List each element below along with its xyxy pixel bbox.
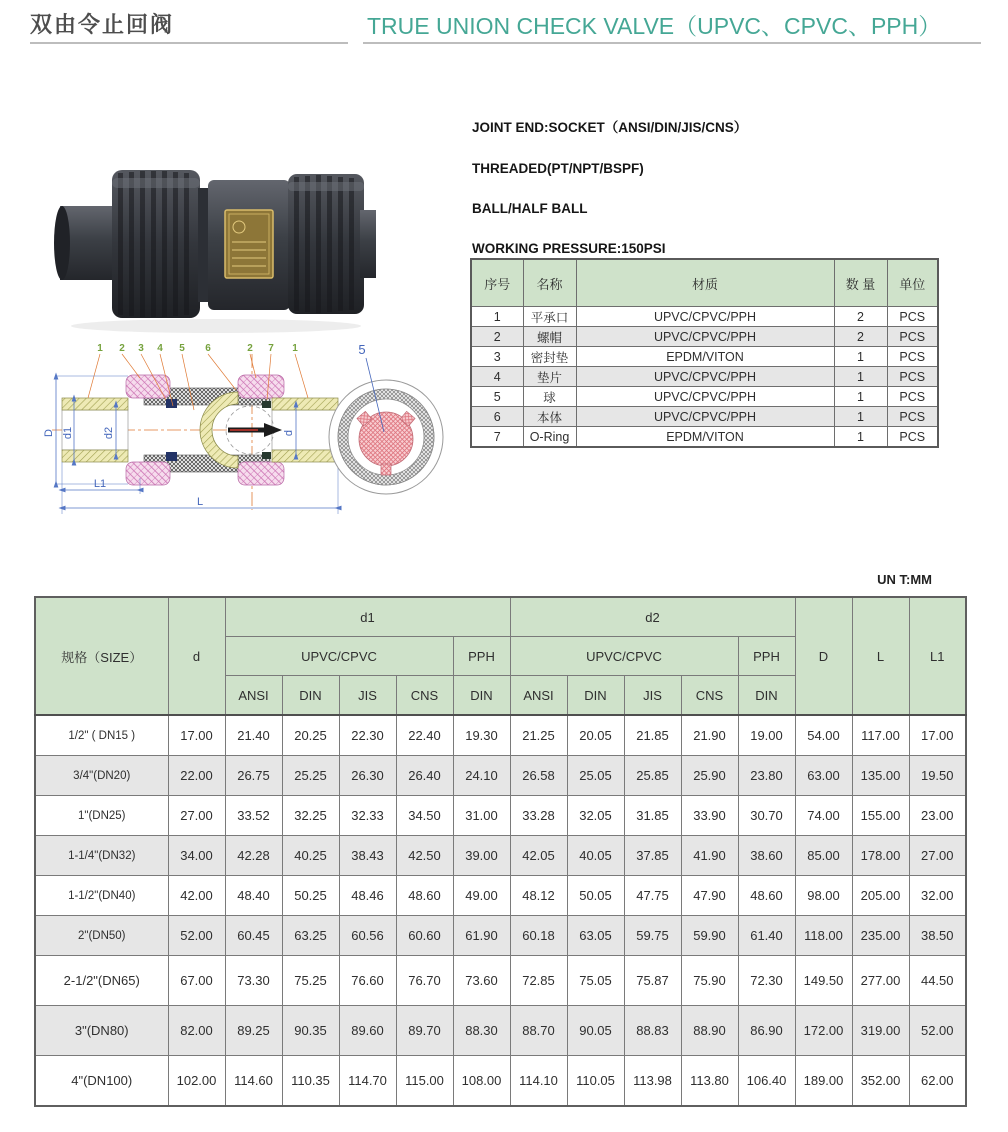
parts-table-cell: 1: [834, 407, 887, 427]
dimension-table-cell: 22.30: [339, 715, 396, 756]
dimension-table-cell: 74.00: [795, 796, 852, 836]
dimension-table-cell: 37.85: [624, 836, 681, 876]
dimension-table-cell: 76.70: [396, 956, 453, 1006]
dimension-table-row: [35, 916, 966, 956]
callout-4: 4: [157, 343, 163, 354]
dimension-table-cell: 20.05: [567, 715, 624, 756]
dimension-table-cell: 38.60: [738, 836, 795, 876]
parts-header-no: 序号: [471, 259, 523, 307]
dim-header-d: d: [168, 597, 225, 715]
dimension-table-cell: 115.00: [396, 1056, 453, 1107]
dim-header-L: L: [852, 597, 909, 715]
dimension-table-cell: 319.00: [852, 1006, 909, 1056]
dimension-table-cell: 31.85: [624, 796, 681, 836]
parts-table-cell: 密封垫: [523, 347, 576, 367]
dimension-table-cell: 89.70: [396, 1006, 453, 1056]
dimension-table-cell: 31.00: [453, 796, 510, 836]
parts-table-cell: PCS: [887, 407, 938, 427]
header-rule-right: [363, 42, 981, 44]
callout-2b: 2: [247, 343, 253, 354]
dimension-table-cell: 73.60: [453, 956, 510, 1006]
parts-table-cell: EPDM/VITON: [576, 347, 834, 367]
parts-table: [470, 258, 939, 448]
parts-table-cell: 5: [471, 387, 523, 407]
dimension-table-cell: 25.90: [681, 756, 738, 796]
parts-table-row: [471, 347, 938, 367]
dim-label-L: L: [196, 496, 204, 508]
dimension-table-cell: 59.90: [681, 916, 738, 956]
dimension-table-cell: 3"(DN80): [35, 1006, 168, 1056]
dimension-table-cell: 110.05: [567, 1056, 624, 1107]
dimension-table-cell: 172.00: [795, 1006, 852, 1056]
dimension-table-cell: 32.00: [909, 876, 966, 916]
dimension-table-cell: 26.58: [510, 756, 567, 796]
spec-line-joint-end: JOINT END:SOCKET（ANSI/DIN/JIS/CNS）: [472, 120, 748, 135]
dimension-table-cell: 88.83: [624, 1006, 681, 1056]
dimension-table-cell: 178.00: [852, 836, 909, 876]
dimension-table-cell: 63.25: [282, 916, 339, 956]
dimension-table-cell: 47.90: [681, 876, 738, 916]
dimension-table-cell: 117.00: [852, 715, 909, 756]
dim-header-size: 规格（SIZE）: [35, 597, 168, 715]
dimension-table-cell: 2"(DN50): [35, 916, 168, 956]
callout-1b: 1: [292, 343, 298, 354]
photo-shadow: [71, 319, 361, 333]
dimension-table-cell: 32.05: [567, 796, 624, 836]
dimension-table-cell: 1-1/4"(DN32): [35, 836, 168, 876]
dim-label-d2: d2: [103, 426, 115, 440]
dimension-table-cell: 59.75: [624, 916, 681, 956]
dim-header-d2-jis: JIS: [624, 676, 681, 716]
dimension-table-cell: 48.60: [738, 876, 795, 916]
callout-3: 3: [138, 343, 144, 354]
dimension-table-cell: 42.50: [396, 836, 453, 876]
parts-table-cell: 2: [834, 327, 887, 347]
dim-header-d1-cns: CNS: [396, 676, 453, 716]
dimension-table-cell: 27.00: [168, 796, 225, 836]
spec-line-pressure: WORKING PRESSURE:150PSI: [472, 241, 666, 256]
dimension-table-cell: 108.00: [453, 1056, 510, 1107]
right-nut-highlight: [288, 182, 364, 191]
dimension-table-cell: 33.90: [681, 796, 738, 836]
parts-table-cell: UPVC/CPVC/PPH: [576, 327, 834, 347]
header-rule-left: [30, 42, 348, 44]
parts-table-cell: 1: [834, 387, 887, 407]
valve-gold-label: [225, 210, 273, 278]
dimension-table-cell: 114.70: [339, 1056, 396, 1107]
parts-table-cell: 1: [834, 427, 887, 448]
dim-header-d2-pph: PPH: [738, 637, 795, 676]
dimension-table-cell: 1/2" ( DN15 ): [35, 715, 168, 756]
dim-header-d1-ansi: ANSI: [225, 676, 282, 716]
dimension-table-cell: 21.25: [510, 715, 567, 756]
dimension-table: [34, 596, 967, 1107]
parts-table-cell: UPVC/CPVC/PPH: [576, 407, 834, 427]
dimension-table-cell: 75.05: [567, 956, 624, 1006]
dimension-table-cell: 4"(DN100): [35, 1056, 168, 1107]
dimension-table-cell: 40.05: [567, 836, 624, 876]
dimension-table-cell: 90.05: [567, 1006, 624, 1056]
dim-label-L1: L1: [93, 478, 107, 490]
dimension-table-cell: 27.00: [909, 836, 966, 876]
callout-7: 7: [268, 343, 274, 354]
parts-table-cell: O-Ring: [523, 427, 576, 448]
dimension-table-cell: 21.40: [225, 715, 282, 756]
dimension-table-cell: 32.33: [339, 796, 396, 836]
dimension-table-cell: 50.25: [282, 876, 339, 916]
dimension-table-cell: 42.28: [225, 836, 282, 876]
dimension-table-cell: 113.80: [681, 1056, 738, 1107]
dimension-table-cell: 20.25: [282, 715, 339, 756]
dimension-table-cell: 72.85: [510, 956, 567, 1006]
parts-table-cell: 垫片: [523, 367, 576, 387]
callout-numbers: [97, 343, 298, 354]
dimension-table-cell: 21.90: [681, 715, 738, 756]
dim-header-d1-din: DIN: [282, 676, 339, 716]
parts-header-unit: 单位: [887, 259, 938, 307]
dimension-table-row: [35, 1056, 966, 1107]
left-nut-highlight: [112, 178, 200, 188]
dimension-table-cell: 149.50: [795, 956, 852, 1006]
dimension-table-cell: 26.30: [339, 756, 396, 796]
parts-header-name: 名称: [523, 259, 576, 307]
parts-table-cell: UPVC/CPVC/PPH: [576, 307, 834, 327]
dimension-table-cell: 189.00: [795, 1056, 852, 1107]
dimension-table-cell: 1"(DN25): [35, 796, 168, 836]
parts-table-cell: 3: [471, 347, 523, 367]
parts-table-cell: 1: [834, 367, 887, 387]
parts-table-cell: PCS: [887, 427, 938, 448]
valve-right-spigot: [360, 210, 376, 278]
valve-product-photo: [48, 130, 378, 335]
dimension-table-row: [35, 1006, 966, 1056]
dimension-table-cell: 89.60: [339, 1006, 396, 1056]
dimension-table-cell: 205.00: [852, 876, 909, 916]
dimension-table-cell: 33.28: [510, 796, 567, 836]
dimension-table-cell: 22.40: [396, 715, 453, 756]
dimension-table-cell: 49.00: [453, 876, 510, 916]
dimension-table-row: [35, 756, 966, 796]
valve-left-opening: [54, 206, 70, 280]
dimension-table-cell: 38.50: [909, 916, 966, 956]
dim-header-D: D: [795, 597, 852, 715]
dim-header-d2-ansi: ANSI: [510, 676, 567, 716]
dimension-table-cell: 23.80: [738, 756, 795, 796]
dimension-table-cell: 88.70: [510, 1006, 567, 1056]
callout-6: 6: [205, 343, 211, 354]
parts-table-cell: 平承口: [523, 307, 576, 327]
dimension-table-cell: 60.45: [225, 916, 282, 956]
dimension-table-cell: 32.25: [282, 796, 339, 836]
parts-table-cell: PCS: [887, 367, 938, 387]
dimension-table-cell: 114.10: [510, 1056, 567, 1107]
parts-table-cell: EPDM/VITON: [576, 427, 834, 448]
technical-drawing: [40, 338, 460, 538]
seal-right-top: [262, 401, 271, 408]
dim-header-d2-cns: CNS: [681, 676, 738, 716]
dimension-table-cell: 39.00: [453, 836, 510, 876]
dimension-table-cell: 42.00: [168, 876, 225, 916]
dimension-table-cell: 67.00: [168, 956, 225, 1006]
right-socket-wall-top: [272, 398, 338, 410]
dimension-table-cell: 86.90: [738, 1006, 795, 1056]
dimension-table-row: [35, 715, 966, 756]
parts-table-cell: 1: [834, 347, 887, 367]
dimension-table-cell: 88.30: [453, 1006, 510, 1056]
dimension-table-cell: 277.00: [852, 956, 909, 1006]
dimension-table-cell: 48.12: [510, 876, 567, 916]
dimension-table-cell: 30.70: [738, 796, 795, 836]
dimension-table-row: [35, 836, 966, 876]
union-nut-right-bottom: [238, 462, 284, 485]
dimension-table-cell: 60.56: [339, 916, 396, 956]
dimension-table-cell: 24.10: [453, 756, 510, 796]
dimension-table-cell: 33.52: [225, 796, 282, 836]
dimension-table-cell: 98.00: [795, 876, 852, 916]
right-socket-wall-bottom: [272, 450, 338, 462]
seal-right-bottom: [262, 452, 271, 459]
spec-list: [472, 116, 747, 281]
parts-table-cell: PCS: [887, 327, 938, 347]
dimension-table-cell: 44.50: [909, 956, 966, 1006]
dimension-table-cell: 2-1/2"(DN65): [35, 956, 168, 1006]
dimension-table-cell: 34.00: [168, 836, 225, 876]
dim-header-d1: d1: [225, 597, 510, 637]
dimension-table-cell: 75.87: [624, 956, 681, 1006]
union-nut-left-bottom: [126, 462, 170, 485]
dimension-table-cell: 1-1/2"(DN40): [35, 876, 168, 916]
parts-table-cell: UPVC/CPVC/PPH: [576, 387, 834, 407]
dimension-table-cell: 25.05: [567, 756, 624, 796]
page-title-cn: 双由令止回阀: [30, 12, 175, 37]
parts-table-row: [471, 427, 938, 448]
dimension-table-cell: 352.00: [852, 1056, 909, 1107]
parts-table-cell: UPVC/CPVC/PPH: [576, 367, 834, 387]
dimension-table-cell: 41.90: [681, 836, 738, 876]
left-socket-wall-bottom: [62, 450, 128, 462]
parts-table-row: [471, 327, 938, 347]
dim-header-d2-pph-din: DIN: [738, 676, 795, 716]
left-socket-wall-top: [62, 398, 128, 410]
dim-header-d1-pph: PPH: [453, 637, 510, 676]
dimension-table-cell: 26.40: [396, 756, 453, 796]
parts-table-row: [471, 307, 938, 327]
dimension-table-cell: 62.00: [909, 1056, 966, 1107]
parts-table-row: [471, 387, 938, 407]
dimension-table-cell: 235.00: [852, 916, 909, 956]
dimension-table-cell: 114.60: [225, 1056, 282, 1107]
unit-note: UN T:MM: [877, 572, 932, 587]
dimension-table-cell: 22.00: [168, 756, 225, 796]
dimension-table-cell: 76.60: [339, 956, 396, 1006]
dimension-table-cell: 19.30: [453, 715, 510, 756]
dimension-table-cell: 48.46: [339, 876, 396, 916]
end-view-callout-5: 5: [358, 342, 366, 357]
parts-table-header-row: [471, 259, 938, 307]
dim-header-d2-upvc-cpvc: UPVC/CPVC: [510, 637, 738, 676]
parts-table-cell: 2: [834, 307, 887, 327]
callout-1: 1: [97, 343, 103, 354]
dimension-table-cell: 61.40: [738, 916, 795, 956]
dimension-table-cell: 63.00: [795, 756, 852, 796]
dimension-table-cell: 50.05: [567, 876, 624, 916]
parts-table-row: [471, 407, 938, 427]
dim-header-L1: L1: [909, 597, 966, 715]
parts-table-row: [471, 367, 938, 387]
parts-table-cell: 6: [471, 407, 523, 427]
dimension-table-cell: 102.00: [168, 1056, 225, 1107]
dim-header-d1-pph-din: DIN: [453, 676, 510, 716]
parts-table-cell: 1: [471, 307, 523, 327]
parts-header-material: 材质: [576, 259, 834, 307]
dimension-table-cell: 88.90: [681, 1006, 738, 1056]
dimension-table-cell: 90.35: [282, 1006, 339, 1056]
dimension-table-cell: 75.25: [282, 956, 339, 1006]
dimension-table-cell: 63.05: [567, 916, 624, 956]
dimension-table-cell: 21.85: [624, 715, 681, 756]
dimension-table-cell: 48.40: [225, 876, 282, 916]
parts-table-cell: PCS: [887, 347, 938, 367]
dim-header-d2: d2: [510, 597, 795, 637]
dimension-table-cell: 135.00: [852, 756, 909, 796]
dimension-table-cell: 42.05: [510, 836, 567, 876]
dimension-table-cell: 113.98: [624, 1056, 681, 1107]
dimension-table-cell: 26.75: [225, 756, 282, 796]
dim-label-d: d: [283, 429, 295, 437]
dimension-table-cell: 47.75: [624, 876, 681, 916]
dim-header-d1-jis: JIS: [339, 676, 396, 716]
dimension-table-cell: 19.50: [909, 756, 966, 796]
dim-label-d1: d1: [62, 426, 74, 440]
dimension-table-cell: 82.00: [168, 1006, 225, 1056]
callout-2: 2: [119, 343, 125, 354]
dim-header-d2-din: DIN: [567, 676, 624, 716]
page-title-en: TRUE UNION CHECK VALVE（UPVC、CPVC、PPH）: [367, 13, 942, 39]
union-nut-right-top: [238, 375, 284, 398]
dimension-table-cell: 17.00: [168, 715, 225, 756]
dimension-table-cell: 73.30: [225, 956, 282, 1006]
dimension-table-cell: 155.00: [852, 796, 909, 836]
dimension-table-cell: 40.25: [282, 836, 339, 876]
dimension-table-row: [35, 956, 966, 1006]
dimension-table-cell: 38.43: [339, 836, 396, 876]
end-view: [329, 342, 443, 494]
dimension-table-cell: 89.25: [225, 1006, 282, 1056]
dimension-table-cell: 17.00: [909, 715, 966, 756]
spec-line-threaded: THREADED(PT/NPT/BSPF): [472, 161, 644, 176]
dimension-table-cell: 23.00: [909, 796, 966, 836]
parts-header-qty: 数 量: [834, 259, 887, 307]
dim-header-row-1: [35, 597, 966, 637]
dimension-table-cell: 25.25: [282, 756, 339, 796]
dimension-table-cell: 85.00: [795, 836, 852, 876]
parts-table-cell: 4: [471, 367, 523, 387]
dimension-table-cell: 25.85: [624, 756, 681, 796]
spec-line-ball: BALL/HALF BALL: [472, 201, 588, 216]
dimension-table-cell: 34.50: [396, 796, 453, 836]
dimension-table-cell: 75.90: [681, 956, 738, 1006]
dimension-table-cell: 61.90: [453, 916, 510, 956]
dimension-table-cell: 110.35: [282, 1056, 339, 1107]
dimension-table-row: [35, 876, 966, 916]
dimension-table-cell: 118.00: [795, 916, 852, 956]
parts-table-cell: 球: [523, 387, 576, 407]
dimension-table-cell: 60.60: [396, 916, 453, 956]
parts-table-cell: 本体: [523, 407, 576, 427]
dimension-table-cell: 3/4"(DN20): [35, 756, 168, 796]
parts-table-cell: PCS: [887, 307, 938, 327]
dim-header-d1-upvc-cpvc: UPVC/CPVC: [225, 637, 453, 676]
dimension-table-cell: 52.00: [168, 916, 225, 956]
parts-table-cell: 7: [471, 427, 523, 448]
parts-table-cell: PCS: [887, 387, 938, 407]
seal-left-bottom: [166, 452, 177, 461]
parts-table-cell: 2: [471, 327, 523, 347]
dimension-table-cell: 72.30: [738, 956, 795, 1006]
dim-label-D: D: [43, 429, 55, 437]
dimension-table-cell: 54.00: [795, 715, 852, 756]
dimension-table-row: [35, 796, 966, 836]
dimension-table-cell: 19.00: [738, 715, 795, 756]
dimension-table-cell: 106.40: [738, 1056, 795, 1107]
parts-table-cell: 螺帽: [523, 327, 576, 347]
callout-5: 5: [179, 343, 185, 354]
dimension-table-cell: 48.60: [396, 876, 453, 916]
dimension-table-cell: 60.18: [510, 916, 567, 956]
dimension-table-cell: 52.00: [909, 1006, 966, 1056]
